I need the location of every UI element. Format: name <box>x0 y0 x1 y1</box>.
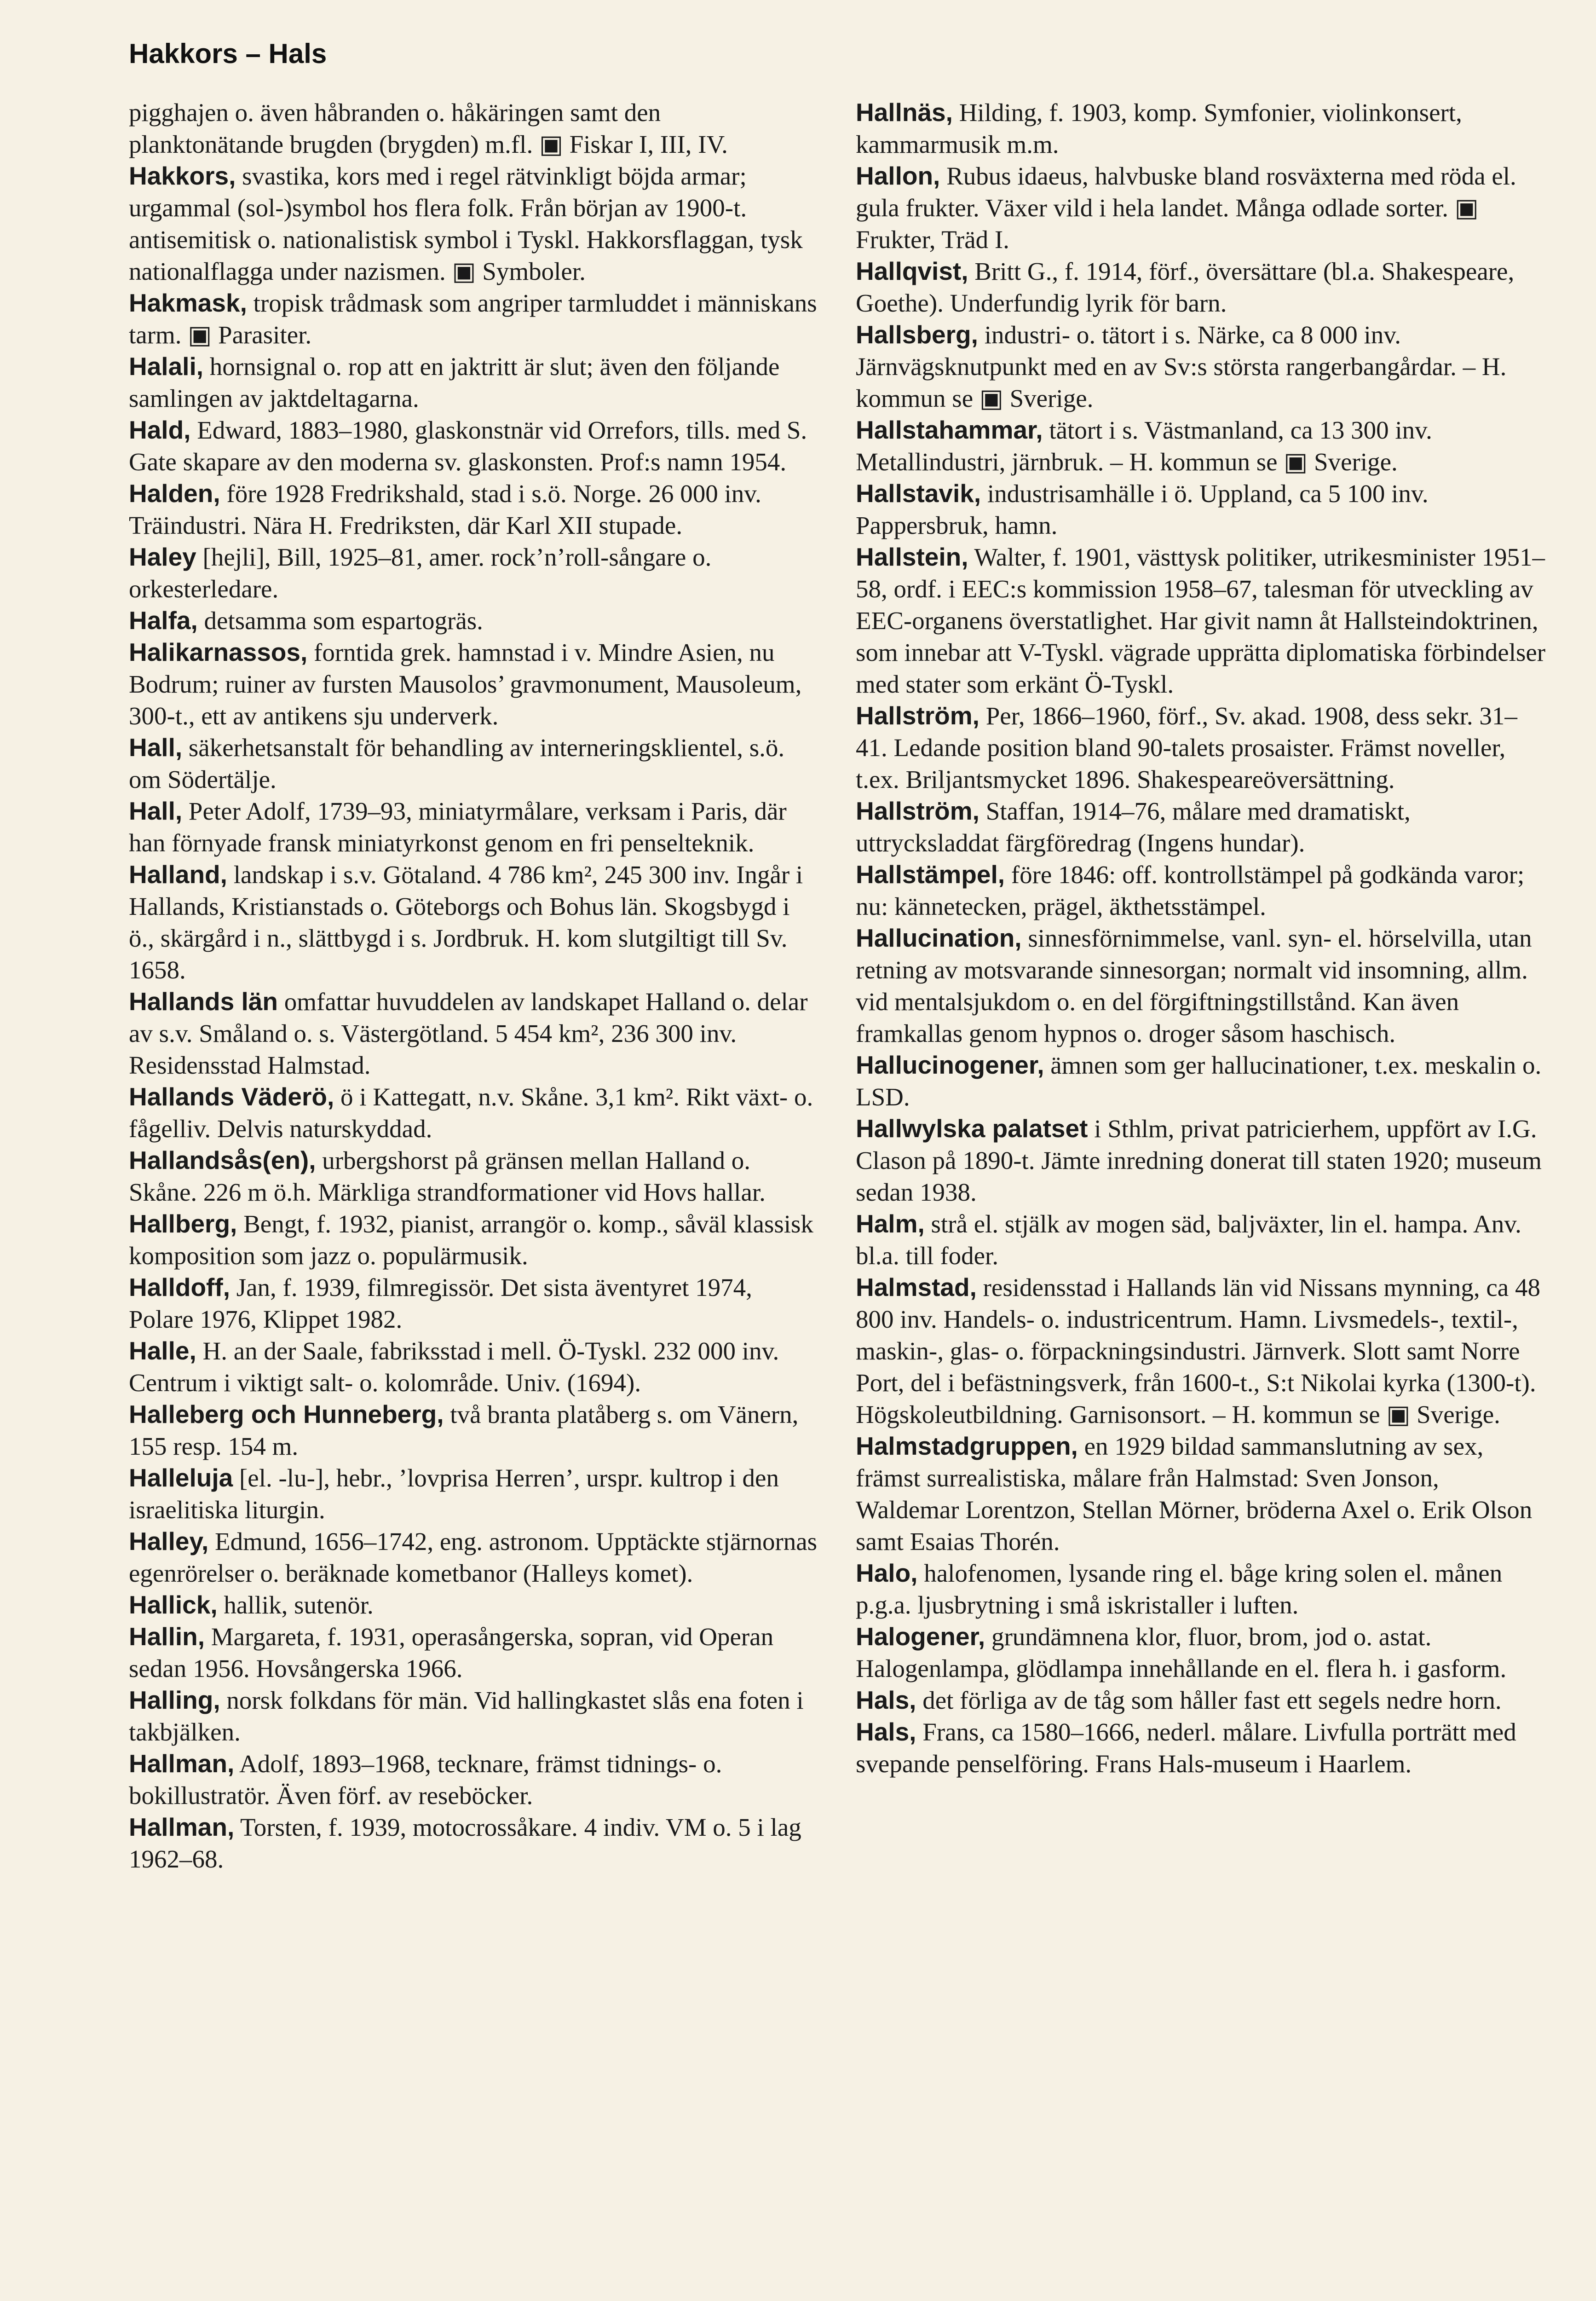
entry-headword: Hallands Väderö, <box>129 1082 334 1111</box>
entry-text: industri- o. tätort i s. Närke, ca 8 000 inv. Järnvägsknutpunkt med en av Sv:s största rangerbangårdar. – H. kommun se ▣ Sverige. <box>856 321 1507 412</box>
running-header: Hakkors – Hals <box>129 38 327 69</box>
entry-headword: Halmstadgruppen, <box>856 1432 1078 1460</box>
dictionary-entry <box>856 541 1546 700</box>
dictionary-entry <box>856 859 1546 922</box>
entry-headword: Hallon, <box>856 162 940 190</box>
entry-headword: Halikarnassos, <box>129 638 308 666</box>
entry-headword: Hald, <box>129 416 191 444</box>
entry-headword: Halleberg och Hunneberg, <box>129 1400 444 1428</box>
dictionary-entry <box>129 1399 819 1462</box>
entry-text: pigghajen o. även håbranden o. håkäringen samt den planktonätande brugden (brygden) m.fl. ▣ Fiskar I, III, IV. <box>129 98 728 158</box>
entry-text: Margareta, f. 1931, operasångerska, sopran, vid Operan sedan 1956. Hovsångerska 1966. <box>129 1623 774 1682</box>
entry-text: detsamma som espartogräs. <box>204 607 483 635</box>
entry-headword: Hallström, <box>856 797 979 825</box>
entry-headword: Hallstavik, <box>856 479 981 508</box>
entry-headword: Halley, <box>129 1527 209 1555</box>
dictionary-entry <box>856 478 1546 541</box>
entry-text: norsk folkdans för män. Vid hallingkastet slås ena foten i takbjälken. <box>129 1686 804 1746</box>
dictionary-entry <box>129 1621 819 1684</box>
dictionary-entry <box>856 1208 1546 1272</box>
entry-headword: Haley <box>129 543 196 571</box>
right-column <box>856 97 1546 1780</box>
dictionary-entry <box>856 1272 1546 1430</box>
dictionary-entry <box>856 319 1546 414</box>
entry-headword: Halle, <box>129 1336 196 1365</box>
entry-text: [hejli], Bill, 1925–81, amer. rock’n’roll-sångare o. orkesterledare. <box>129 543 712 603</box>
entry-text: Torsten, f. 1939, motocrossåkare. 4 indiv. VM o. 5 i lag 1962–68. <box>129 1813 801 1873</box>
entry-text: Jan, f. 1939, filmregissör. Det sista äventyret 1974, Polare 1976, Klippet 1982. <box>129 1273 752 1333</box>
dictionary-entry <box>129 1589 819 1621</box>
entry-headword: Halali, <box>129 352 204 381</box>
entry-text: ämnen som ger hallucinationer, t.ex. meskalin o. LSD. <box>856 1051 1542 1111</box>
entry-text: industrisamhälle i ö. Uppland, ca 5 100 inv. Pappersbruk, hamn. <box>856 480 1429 539</box>
entry-headword: Halogener, <box>856 1622 985 1651</box>
entry-headword: Halldoff, <box>129 1273 230 1301</box>
entry-text: Adolf, 1893–1968, tecknare, främst tidnings- o. bokillustratör. Även förf. av reseböcker. <box>129 1750 722 1810</box>
dictionary-entry <box>856 922 1546 1049</box>
entry-text: två branta platåberg s. om Vänern, 155 resp. 154 m. <box>129 1400 799 1460</box>
entry-text: landskap i s.v. Götaland. 4 786 km², 245 300 inv. Ingår i Hallands, Kristianstads o. Göteborgs och Bohus län. Skogsbygd i ö., skärgård i n., slättbygd i s. Jordbruk. H. kom slutgiltigt till Sv. 1658. <box>129 861 803 984</box>
entry-headword: Halmstad, <box>856 1273 977 1301</box>
entry-text: tropisk trådmask som angriper tarmluddet i människans tarm. ▣ Parasiter. <box>129 289 817 349</box>
entry-text: grundämnena klor, fluor, brom, jod o. astat. Halogenlampa, glödlampa innehållande en el. flera h. i gasform. <box>856 1623 1507 1682</box>
entry-text: Per, 1866–1960, förf., Sv. akad. 1908, dess sekr. 31–41. Ledande position bland 90-talets prosaister. Främst noveller, t.ex. Briljantsmycket 1896. Shakespeareöversättning. <box>856 702 1517 793</box>
dictionary-entry <box>856 1716 1546 1780</box>
entry-headword: Halling, <box>129 1686 220 1714</box>
dictionary-entry <box>856 97 1546 160</box>
entry-text: Bengt, f. 1932, pianist, arrangör o. komp., såväl klassisk komposition som jazz o. populärmusik. <box>129 1210 813 1270</box>
entry-text: omfattar huvuddelen av landskapet Halland o. delar av s.v. Småland o. s. Västergötland. 5 454 km², 236 300 inv. Residensstad Halmstad. <box>129 988 808 1079</box>
dictionary-entry <box>129 1811 819 1875</box>
left-column <box>129 97 819 1875</box>
entry-text: forntida grek. hamnstad i v. Mindre Asien, nu Bodrum; ruiner av fursten Mausolos’ gravmonument, Mausoleum, 300-t., ett av antikens sju underverk. <box>129 638 802 730</box>
dictionary-entry <box>129 97 819 160</box>
entry-headword: Hall, <box>129 733 183 762</box>
entry-headword: Hall, <box>129 797 183 825</box>
dictionary-entry <box>129 605 819 636</box>
dictionary-entry <box>129 478 819 541</box>
entry-text: i Sthlm, privat patricierhem, uppfört av I.G. Clason på 1890-t. Jämte inredning donerat till staten 1920; museum sedan 1938. <box>856 1115 1542 1206</box>
entry-text: säkerhetsanstalt för behandling av interneringsklientel, s.ö. om Södertälje. <box>129 734 785 793</box>
entry-text: Edmund, 1656–1742, eng. astronom. Upptäckte stjärnornas egenrörelser o. beräknade kometbanor (Halleys komet). <box>129 1527 818 1587</box>
entry-headword: Hallberg, <box>129 1209 237 1238</box>
entry-headword: Hallstämpel, <box>856 860 1005 889</box>
entry-text: hallik, sutenör. <box>224 1591 374 1619</box>
entry-headword: Hallstein, <box>856 543 968 571</box>
entry-text: det förliga av de tåg som håller fast ett segels nedre horn. <box>922 1686 1502 1714</box>
entry-text: hornsignal o. rop att en jaktritt är slut; även den följande samlingen av jaktdeltagarna. <box>129 353 780 412</box>
entry-headword: Hallucinogener, <box>856 1051 1044 1079</box>
entry-headword: Halfa, <box>129 606 198 635</box>
dictionary-entry <box>129 859 819 986</box>
dictionary-entry <box>129 1208 819 1272</box>
entry-text: Rubus idaeus, halvbuske bland rosväxterna med röda el. gula frukter. Växer vild i hela landet. Många odlade sorter. ▣ Frukter, Träd I. <box>856 162 1516 254</box>
entry-headword: Hals, <box>856 1717 916 1746</box>
dictionary-entry <box>856 1049 1546 1113</box>
dictionary-entry <box>856 795 1546 859</box>
entry-headword: Hallands län <box>129 987 278 1016</box>
dictionary-entry <box>856 1557 1546 1621</box>
entry-text: Walter, f. 1901, västtysk politiker, utrikesminister 1951–58, ordf. i EEC:s kommission 1958–67, talesman för utveckling av EEC-organens överstatlighet. Har givit namn åt Hallsteindoktrinen, som innebar att V-Tyskl. vägrade upprätta diplomatiska förbindelser med stater som erkänt Ö-Tyskl. <box>856 543 1546 698</box>
entry-headword: Halden, <box>129 479 220 508</box>
entry-headword: Hallman, <box>129 1813 235 1841</box>
dictionary-entry <box>129 1462 819 1526</box>
dictionary-entry <box>129 1684 819 1748</box>
dictionary-entry <box>129 732 819 795</box>
dictionary-entry <box>129 986 819 1081</box>
entry-headword: Halleluja <box>129 1463 233 1492</box>
entry-headword: Hallwylska palatset <box>856 1114 1088 1143</box>
entry-headword: Hallman, <box>129 1749 235 1778</box>
dictionary-entry <box>129 1748 819 1811</box>
entry-text: sinnesförnimmelse, vanl. syn- el. hörselvilla, utan retning av motsvarande sinnesorgan; normalt vid insomning, allm. vid mentalsjukdom o. en del förgiftningstillstånd. Kan även framkallas genom hypnos o. droger såsom haschisch. <box>856 924 1532 1047</box>
entry-headword: Hakmask, <box>129 289 247 317</box>
entry-text: före 1928 Fredrikshald, stad i s.ö. Norge. 26 000 inv. Träindustri. Nära H. Fredriksten, där Karl XII stupade. <box>129 480 761 539</box>
entry-headword: Halland, <box>129 860 227 889</box>
dictionary-entry <box>129 795 819 859</box>
entry-headword: Halm, <box>856 1209 925 1238</box>
entry-text: svastika, kors med i regel rätvinkligt böjda armar; urgammal (sol-)symbol hos flera folk. Från början av 1900-t. antisemitisk o. nationalistisk symbol i Tyskl. Hakkorsflaggan, tysk nationalflagga under nazismen. ▣ Symboler. <box>129 162 803 285</box>
entry-text: före 1846: off. kontrollstämpel på godkända varor; nu: kännetecken, prägel, äkthetsstämpel. <box>856 861 1525 920</box>
dictionary-entry <box>129 160 819 287</box>
entry-text: Frans, ca 1580–1666, nederl. målare. Livfulla porträtt med svepande penselföring. Frans Hals-museum i Haarlem. <box>856 1718 1516 1778</box>
entry-headword: Hallström, <box>856 701 979 730</box>
entry-headword: Hallstahammar, <box>856 416 1043 444</box>
entry-headword: Hallandsås(en), <box>129 1146 316 1174</box>
entry-text: [el. -lu-], hebr., ’lovprisa Herren’, urspr. kultrop i den israelitiska liturgin. <box>129 1464 779 1524</box>
dictionary-entry <box>856 1684 1546 1716</box>
entry-text: Staffan, 1914–76, målare med dramatiskt, uttrycksladdat färgföredrag (Ingens hundar). <box>856 797 1411 857</box>
entry-text: tätort i s. Västmanland, ca 13 300 inv. Metallindustri, järnbruk. – H. kommun se ▣ Sverige. <box>856 416 1432 476</box>
dictionary-entry <box>129 1272 819 1335</box>
dictionary-entry <box>856 414 1546 478</box>
dictionary-entry <box>129 1526 819 1589</box>
entry-text: strå el. stjälk av mogen säd, baljväxter, lin el. hampa. Anv. bl.a. till foder. <box>856 1210 1521 1270</box>
dictionary-entry <box>129 636 819 732</box>
entry-text: H. an der Saale, fabriksstad i mell. Ö-Tyskl. 232 000 inv. Centrum i viktigt salt- o. kolområde. Univ. (1694). <box>129 1337 779 1397</box>
dictionary-entry <box>129 1081 819 1145</box>
dictionary-entry <box>856 700 1546 795</box>
entry-text: en 1929 bildad sammanslutning av sex, främst surrealistiska, målare från Halmstad: Sven Jonson, Waldemar Lorentzon, Stellan Mörner, bröderna Axel o. Erik Olson samt Esaias Thorén. <box>856 1432 1533 1555</box>
entry-text: residensstad i Hallands län vid Nissans mynning, ca 48 800 inv. Handels- o. industricentrum. Hamn. Livsmedels-, textil-, maskin-, glas- o. förpackningsindustri. Järnverk. Slott samt Norre Port, del i befästningsverk, från 1600-t., S:t Nikolai kyrka (1300-t). Högskoleutbildning. Garnisonsort. – H. kommun se ▣ Sverige. <box>856 1273 1540 1428</box>
entry-headword: Halo, <box>856 1559 918 1587</box>
dictionary-entry <box>129 351 819 414</box>
entry-text: ö i Kattegatt, n.v. Skåne. 3,1 km². Rikt växt- o. fågelliv. Delvis naturskyddad. <box>129 1083 813 1143</box>
entry-headword: Hallqvist, <box>856 257 968 285</box>
entry-headword: Hallucination, <box>856 924 1022 952</box>
dictionary-entry <box>856 1430 1546 1557</box>
entry-headword: Hakkors, <box>129 162 236 190</box>
entry-headword: Hals, <box>856 1686 916 1714</box>
entry-headword: Hallin, <box>129 1622 205 1651</box>
entry-text: halofenomen, lysande ring el. båge kring solen el. månen p.g.a. ljusbrytning i små iskristaller i luften. <box>856 1559 1503 1619</box>
dictionary-entry <box>129 414 819 478</box>
entry-text: urbergshorst på gränsen mellan Halland o. Skåne. 226 m ö.h. Märkliga strandformationer vid Hovs hallar. <box>129 1146 766 1206</box>
entry-headword: Hallsberg, <box>856 320 978 349</box>
entry-headword: Hallick, <box>129 1590 218 1619</box>
dictionary-entry <box>129 1335 819 1399</box>
dictionary-entry <box>856 255 1546 319</box>
dictionary-entry <box>129 287 819 351</box>
dictionary-entry <box>856 1113 1546 1208</box>
entry-text: Britt G., f. 1914, förf., översättare (bl.a. Shakespeare, Goethe). Underfundig lyrik för barn. <box>856 257 1515 317</box>
entry-text: Edward, 1883–1980, glaskonstnär vid Orrefors, tills. med S. Gate skapare av den moderna sv. glaskonsten. Prof:s namn 1954. <box>129 416 807 476</box>
dictionary-entry <box>129 541 819 605</box>
entry-headword: Hallnäs, <box>856 98 953 127</box>
dictionary-entry <box>129 1145 819 1208</box>
entry-text: Peter Adolf, 1739–93, miniatyrmålare, verksam i Paris, där han förnyade fransk miniatyrkonst genom en fri penselteknik. <box>129 797 787 857</box>
entry-text: Hilding, f. 1903, komp. Symfonier, violinkonsert, kammarmusik m.m. <box>856 98 1462 158</box>
dictionary-entry <box>856 160 1546 255</box>
dictionary-entry <box>856 1621 1546 1684</box>
